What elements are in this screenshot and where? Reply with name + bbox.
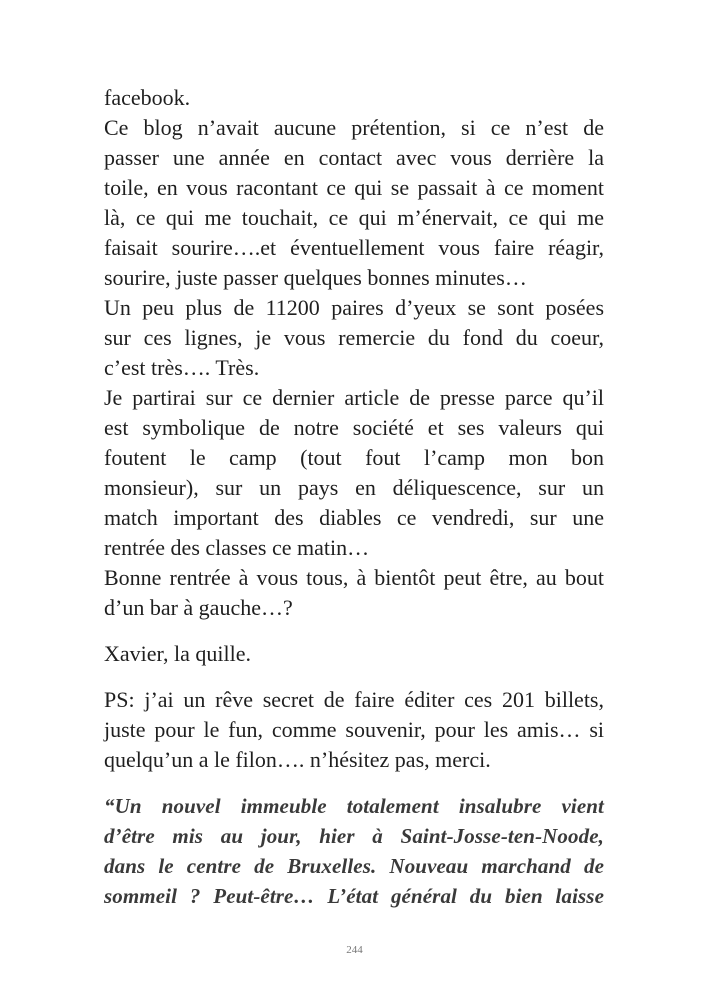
text-line: d’un bar à gauche…? [104,595,293,620]
text-line: rentrée des classes ce matin… [104,535,370,560]
text-line: PS: j’ai un rêve secret de faire éditer ces 201 billets, [104,687,604,712]
paragraph-intro [104,83,604,113]
text-line: sur ces lignes, je vous remercie du fond du coeur, [104,325,604,350]
text-line: “Un nouvel immeuble totalement insalubre vient [104,794,604,818]
text-line: quelqu’un a le filon…. n’hésitez pas, merci. [104,747,491,772]
text-line: d’être mis au jour, hier à Saint-Josse-ten-Noode, [104,824,604,848]
text-line: foutent le camp (tout fout l’camp mon bon [104,445,604,470]
text-line: Je partirai sur ce dernier article de presse parce qu’il [104,385,604,410]
text-line: toile, en vous racontant ce qui se passait à ce moment [104,175,604,200]
paragraph-spacer [104,775,604,791]
postscript [104,685,604,775]
text-line: Un peu plus de 11200 paires d’yeux se sont posées [104,295,604,320]
text-line: facebook. [104,85,191,110]
paragraph-thanks [104,293,604,383]
text-line: Xavier, la quille. [104,641,251,666]
text-line: Bonne rentrée à vous tous, à bientôt peut être, au bout [104,565,604,590]
paragraph-spacer [104,669,604,685]
paragraph-blog-purpose [104,113,604,293]
paragraph-spacer [104,623,604,639]
text-line: là, ce qui me touchait, ce qui m’énervait, ce qui me [104,205,604,230]
page-body [104,83,604,911]
page-number: 244 [346,944,363,956]
text-line: passer une année en contact avec vous derrière la [104,145,604,170]
paragraph-farewell [104,563,604,623]
text-line: match important des diables ce vendredi, sur une [104,505,604,530]
text-line: dans le centre de Bruxelles. Nouveau marchand de [104,854,604,878]
text-line: monsieur), sur un pays en déliquescence, sur un [104,475,604,500]
signature [104,639,604,669]
text-line: c’est très…. Très. [104,355,260,380]
text-line: est symbolique de notre société et ses valeurs qui [104,415,604,440]
press-quote [104,791,604,911]
text-line: juste pour le fun, comme souvenir, pour les amis… si [104,717,604,742]
paragraph-last-article [104,383,604,563]
text-line: faisait sourire….et éventuellement vous faire réagir, [104,235,604,260]
text-line: sommeil ? Peut-être… L’état général du bien laisse [104,884,604,908]
text-line: sourire, juste passer quelques bonnes minutes… [104,265,527,290]
text-line: Ce blog n’avait aucune prétention, si ce n’est de [104,115,604,140]
